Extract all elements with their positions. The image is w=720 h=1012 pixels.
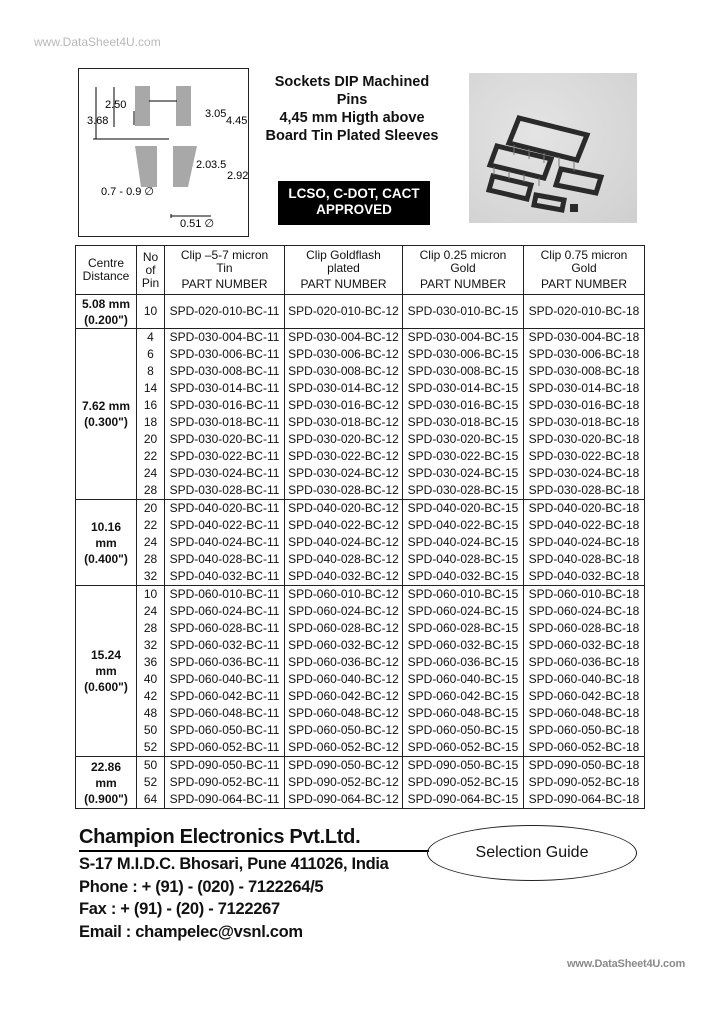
table-row <box>76 534 645 551</box>
part-number-cell: SPD-090-050-BC-11 <box>165 757 285 775</box>
pin-count-cell: 52 <box>137 739 165 757</box>
part-number-cell: SPD-030-024-BC-11 <box>165 465 285 482</box>
approval-badge <box>278 181 430 225</box>
dimension-drawing-icon <box>79 69 250 238</box>
svg-text:3.05: 3.05 <box>205 108 227 120</box>
part-number-cell: SPD-030-018-BC-18 <box>524 414 645 431</box>
table-row <box>76 295 645 329</box>
part-number-cell: SPD-060-048-BC-18 <box>524 705 645 722</box>
part-number-cell: SPD-030-006-BC-15 <box>403 346 524 363</box>
table-row <box>76 517 645 534</box>
part-number-cell: SPD-030-006-BC-18 <box>524 346 645 363</box>
part-number-cell: SPD-020-010-BC-11 <box>165 295 285 329</box>
socket-dimension-diagram <box>78 68 249 237</box>
watermark-bottom: www.DataSheet4U.com <box>567 958 686 970</box>
part-number-cell: SPD-040-020-BC-15 <box>403 500 524 518</box>
part-number-cell: SPD-060-032-BC-15 <box>403 637 524 654</box>
part-number-cell: SPD-030-014-BC-12 <box>285 380 403 397</box>
part-number-cell: SPD-030-008-BC-15 <box>403 363 524 380</box>
pin-count-cell: 14 <box>137 380 165 397</box>
pin-count-cell: 40 <box>137 671 165 688</box>
table-row <box>76 586 645 604</box>
centre-distance-cell: 5.08 mm (0.200") <box>76 295 137 329</box>
pin-count-cell: 24 <box>137 465 165 482</box>
part-number-cell: SPD-060-010-BC-11 <box>165 586 285 604</box>
header-clip-025-gold: Clip 0.25 micron Gold PART NUMBER <box>403 246 524 295</box>
part-number-cell: SPD-040-022-BC-15 <box>403 517 524 534</box>
part-number-cell: SPD-060-032-BC-11 <box>165 637 285 654</box>
part-number-cell: SPD-040-032-BC-12 <box>285 568 403 586</box>
title-line-1: Sockets DIP Machined <box>274 74 430 90</box>
part-number-cell: SPD-040-028-BC-18 <box>524 551 645 568</box>
part-number-cell: SPD-030-022-BC-18 <box>524 448 645 465</box>
part-number-cell: SPD-060-028-BC-18 <box>524 620 645 637</box>
header-centre-distance: Centre Distance <box>76 246 137 295</box>
part-number-cell: SPD-020-010-BC-18 <box>524 295 645 329</box>
table-row <box>76 380 645 397</box>
part-number-cell: SPD-040-032-BC-15 <box>403 568 524 586</box>
pin-count-cell: 32 <box>137 568 165 586</box>
table-row <box>76 431 645 448</box>
part-number-cell: SPD-060-042-BC-11 <box>165 688 285 705</box>
svg-text:0.51 ∅: 0.51 ∅ <box>180 218 215 230</box>
part-number-cell: SPD-060-040-BC-15 <box>403 671 524 688</box>
part-number-cell: SPD-040-032-BC-11 <box>165 568 285 586</box>
table-row <box>76 482 645 500</box>
part-number-cell: SPD-030-014-BC-18 <box>524 380 645 397</box>
part-number-cell: SPD-030-014-BC-15 <box>403 380 524 397</box>
part-number-cell: SPD-040-020-BC-11 <box>165 500 285 518</box>
part-number-cell: SPD-040-024-BC-11 <box>165 534 285 551</box>
fax: Fax : + (91) - (20) - 7122267 <box>79 900 280 918</box>
watermark-top: www.DataSheet4U.com <box>34 35 161 49</box>
part-number-cell: SPD-060-040-BC-18 <box>524 671 645 688</box>
part-number-cell: SPD-090-064-BC-15 <box>403 791 524 809</box>
table-row <box>76 637 645 654</box>
part-number-cell: SPD-060-036-BC-15 <box>403 654 524 671</box>
table-row <box>76 448 645 465</box>
pin-count-cell: 42 <box>137 688 165 705</box>
part-number-cell: SPD-030-014-BC-11 <box>165 380 285 397</box>
pin-count-cell: 20 <box>137 431 165 448</box>
pin-count-cell: 18 <box>137 414 165 431</box>
approval-line-2: APPROVED <box>316 202 392 217</box>
part-number-cell: SPD-030-028-BC-15 <box>403 482 524 500</box>
pin-count-cell: 36 <box>137 654 165 671</box>
svg-text:2.50: 2.50 <box>105 99 127 111</box>
table-row <box>76 620 645 637</box>
email: Email : champelec@vsnl.com <box>79 922 303 941</box>
part-number-cell: SPD-040-028-BC-15 <box>403 551 524 568</box>
part-number-cell: SPD-040-022-BC-18 <box>524 517 645 534</box>
part-number-cell: SPD-060-040-BC-12 <box>285 671 403 688</box>
part-number-cell: SPD-090-050-BC-15 <box>403 757 524 775</box>
table-row <box>76 654 645 671</box>
pin-count-cell: 10 <box>137 295 165 329</box>
table-row <box>76 688 645 705</box>
title-line-4: Board Tin Plated Sleeves <box>265 128 439 144</box>
header-no-of-pin: No of Pin <box>137 246 165 295</box>
pin-count-cell: 28 <box>137 620 165 637</box>
part-number-cell: SPD-030-024-BC-12 <box>285 465 403 482</box>
table-row <box>76 791 645 809</box>
part-number-cell: SPD-030-022-BC-12 <box>285 448 403 465</box>
part-number-cell: SPD-030-020-BC-18 <box>524 431 645 448</box>
part-number-cell: SPD-060-010-BC-15 <box>403 586 524 604</box>
pin-count-cell: 22 <box>137 517 165 534</box>
pin-count-cell: 4 <box>137 329 165 347</box>
part-number-cell: SPD-040-024-BC-18 <box>524 534 645 551</box>
part-number-cell: SPD-060-028-BC-12 <box>285 620 403 637</box>
part-number-cell: SPD-040-028-BC-12 <box>285 551 403 568</box>
part-number-cell: SPD-030-020-BC-15 <box>403 431 524 448</box>
selection-guide-label: Selection Guide <box>427 825 637 881</box>
part-number-cell: SPD-030-028-BC-11 <box>165 482 285 500</box>
svg-text:0.7 - 0.9 ∅: 0.7 - 0.9 ∅ <box>101 186 154 198</box>
part-number-cell: SPD-090-064-BC-18 <box>524 791 645 809</box>
centre-distance-cell: 10.16 mm (0.400") <box>76 500 137 586</box>
address: S-17 M.I.D.C. Bhosari, Pune 411026, India <box>79 855 389 873</box>
product-photo <box>469 73 637 223</box>
pin-count-cell: 16 <box>137 397 165 414</box>
part-number-cell: SPD-060-010-BC-18 <box>524 586 645 604</box>
table-row <box>76 705 645 722</box>
centre-distance-cell: 22.86 mm (0.900") <box>76 757 137 809</box>
part-number-cell: SPD-040-020-BC-12 <box>285 500 403 518</box>
part-number-cell: SPD-060-052-BC-12 <box>285 739 403 757</box>
table-row <box>76 363 645 380</box>
part-number-cell: SPD-030-016-BC-15 <box>403 397 524 414</box>
part-number-cell: SPD-060-050-BC-11 <box>165 722 285 739</box>
part-number-cell: SPD-040-022-BC-12 <box>285 517 403 534</box>
part-number-cell: SPD-030-004-BC-18 <box>524 329 645 347</box>
part-number-cell: SPD-030-006-BC-12 <box>285 346 403 363</box>
part-number-cell: SPD-040-024-BC-15 <box>403 534 524 551</box>
table-row <box>76 739 645 757</box>
table-row <box>76 774 645 791</box>
part-number-cell: SPD-060-050-BC-18 <box>524 722 645 739</box>
part-number-cell: SPD-030-004-BC-15 <box>403 329 524 347</box>
table-body <box>76 295 645 809</box>
pin-count-cell: 64 <box>137 791 165 809</box>
part-number-cell: SPD-090-052-BC-12 <box>285 774 403 791</box>
pin-count-cell: 52 <box>137 774 165 791</box>
part-number-cell: SPD-060-052-BC-11 <box>165 739 285 757</box>
part-number-cell: SPD-060-036-BC-18 <box>524 654 645 671</box>
header-clip-tin: Clip –5-7 micron Tin PART NUMBER <box>165 246 285 295</box>
part-number-cell: SPD-030-018-BC-11 <box>165 414 285 431</box>
contact-info <box>79 853 389 943</box>
part-number-cell: SPD-030-008-BC-11 <box>165 363 285 380</box>
svg-text:2.92: 2.92 <box>227 170 249 182</box>
table-row <box>76 397 645 414</box>
table-row <box>76 671 645 688</box>
table-row <box>76 500 645 518</box>
part-number-cell: SPD-030-010-BC-15 <box>403 295 524 329</box>
company-underline <box>79 850 429 852</box>
part-number-cell: SPD-030-006-BC-11 <box>165 346 285 363</box>
part-number-cell: SPD-060-032-BC-12 <box>285 637 403 654</box>
table-row <box>76 414 645 431</box>
svg-text:4.45: 4.45 <box>226 115 248 127</box>
part-number-cell: SPD-030-008-BC-18 <box>524 363 645 380</box>
part-number-cell: SPD-060-042-BC-12 <box>285 688 403 705</box>
pin-count-cell: 48 <box>137 705 165 722</box>
part-number-cell: SPD-060-048-BC-11 <box>165 705 285 722</box>
pin-count-cell: 50 <box>137 722 165 739</box>
part-number-cell: SPD-030-004-BC-12 <box>285 329 403 347</box>
part-number-cell: SPD-060-024-BC-11 <box>165 603 285 620</box>
header-clip-goldflash: Clip Goldflash plated PART NUMBER <box>285 246 403 295</box>
part-number-cell: SPD-040-022-BC-11 <box>165 517 285 534</box>
part-number-cell: SPD-030-016-BC-12 <box>285 397 403 414</box>
part-number-cell: SPD-090-052-BC-18 <box>524 774 645 791</box>
part-number-cell: SPD-030-016-BC-18 <box>524 397 645 414</box>
pin-count-cell: 24 <box>137 534 165 551</box>
pin-count-cell: 22 <box>137 448 165 465</box>
part-number-cell: SPD-060-036-BC-12 <box>285 654 403 671</box>
pin-count-cell: 8 <box>137 363 165 380</box>
part-number-cell: SPD-060-042-BC-18 <box>524 688 645 705</box>
part-number-cell: SPD-030-024-BC-18 <box>524 465 645 482</box>
table-row <box>76 603 645 620</box>
part-number-cell: SPD-060-050-BC-12 <box>285 722 403 739</box>
table-row <box>76 329 645 347</box>
part-number-cell: SPD-030-008-BC-12 <box>285 363 403 380</box>
svg-text:3.5: 3.5 <box>211 159 227 171</box>
centre-distance-cell: 7.62 mm (0.300") <box>76 329 137 500</box>
part-number-cell: SPD-060-024-BC-18 <box>524 603 645 620</box>
part-number-cell: SPD-030-028-BC-12 <box>285 482 403 500</box>
pin-count-cell: 10 <box>137 586 165 604</box>
part-number-cell: SPD-060-010-BC-12 <box>285 586 403 604</box>
table-row <box>76 722 645 739</box>
part-number-cell: SPD-040-024-BC-12 <box>285 534 403 551</box>
part-number-cell: SPD-090-064-BC-11 <box>165 791 285 809</box>
pin-count-cell: 28 <box>137 482 165 500</box>
table-row <box>76 346 645 363</box>
part-number-cell: SPD-060-048-BC-15 <box>403 705 524 722</box>
part-number-cell: SPD-020-010-BC-12 <box>285 295 403 329</box>
part-number-cell: SPD-090-050-BC-12 <box>285 757 403 775</box>
pin-count-cell: 32 <box>137 637 165 654</box>
part-number-cell: SPD-030-020-BC-12 <box>285 431 403 448</box>
part-number-cell: SPD-040-028-BC-11 <box>165 551 285 568</box>
svg-text:2.0: 2.0 <box>196 159 212 171</box>
approval-line-1: LCSO, C-DOT, CACT <box>288 186 420 201</box>
title-line-3: 4,45 mm Higth above <box>279 110 425 126</box>
part-number-cell: SPD-060-024-BC-15 <box>403 603 524 620</box>
pin-count-cell: 50 <box>137 757 165 775</box>
table-row <box>76 551 645 568</box>
svg-text:3.68: 3.68 <box>87 115 109 127</box>
title-line-2: Pins <box>336 92 368 108</box>
part-number-cell: SPD-090-052-BC-11 <box>165 774 285 791</box>
part-number-cell: SPD-030-018-BC-12 <box>285 414 403 431</box>
part-number-table <box>75 245 645 809</box>
part-number-cell: SPD-090-050-BC-18 <box>524 757 645 775</box>
part-number-cell: SPD-040-020-BC-18 <box>524 500 645 518</box>
table-row <box>76 757 645 775</box>
part-number-cell: SPD-060-028-BC-15 <box>403 620 524 637</box>
part-number-cell: SPD-060-028-BC-11 <box>165 620 285 637</box>
phone: Phone : + (91) - (020) - 7122264/5 <box>79 877 324 896</box>
part-number-cell: SPD-060-036-BC-11 <box>165 654 285 671</box>
centre-distance-cell: 15.24 mm (0.600") <box>76 586 137 757</box>
pin-count-cell: 6 <box>137 346 165 363</box>
table-row <box>76 465 645 482</box>
part-number-cell: SPD-060-050-BC-15 <box>403 722 524 739</box>
header-clip-075-gold: Clip 0.75 micron Gold PART NUMBER <box>524 246 645 295</box>
pin-count-cell: 20 <box>137 500 165 518</box>
table-row <box>76 568 645 586</box>
part-number-cell: SPD-060-042-BC-15 <box>403 688 524 705</box>
part-number-cell: SPD-030-016-BC-11 <box>165 397 285 414</box>
product-title <box>262 73 442 145</box>
part-number-cell: SPD-030-022-BC-11 <box>165 448 285 465</box>
dip-socket-photo-icon <box>469 73 637 223</box>
company-name: Champion Electronics Pvt.Ltd. <box>79 826 361 848</box>
part-number-cell: SPD-060-052-BC-18 <box>524 739 645 757</box>
pin-count-cell: 24 <box>137 603 165 620</box>
pin-count-cell: 28 <box>137 551 165 568</box>
part-number-cell: SPD-030-024-BC-15 <box>403 465 524 482</box>
part-number-cell: SPD-030-022-BC-15 <box>403 448 524 465</box>
part-number-cell: SPD-030-028-BC-18 <box>524 482 645 500</box>
part-number-cell: SPD-030-020-BC-11 <box>165 431 285 448</box>
part-number-cell: SPD-040-032-BC-18 <box>524 568 645 586</box>
part-number-cell: SPD-030-018-BC-15 <box>403 414 524 431</box>
part-number-cell: SPD-060-024-BC-12 <box>285 603 403 620</box>
part-number-cell: SPD-030-004-BC-11 <box>165 329 285 347</box>
part-number-cell: SPD-090-064-BC-12 <box>285 791 403 809</box>
part-number-cell: SPD-090-052-BC-15 <box>403 774 524 791</box>
part-number-cell: SPD-060-048-BC-12 <box>285 705 403 722</box>
part-number-cell: SPD-060-052-BC-15 <box>403 739 524 757</box>
part-number-cell: SPD-060-040-BC-11 <box>165 671 285 688</box>
part-number-cell: SPD-060-032-BC-18 <box>524 637 645 654</box>
